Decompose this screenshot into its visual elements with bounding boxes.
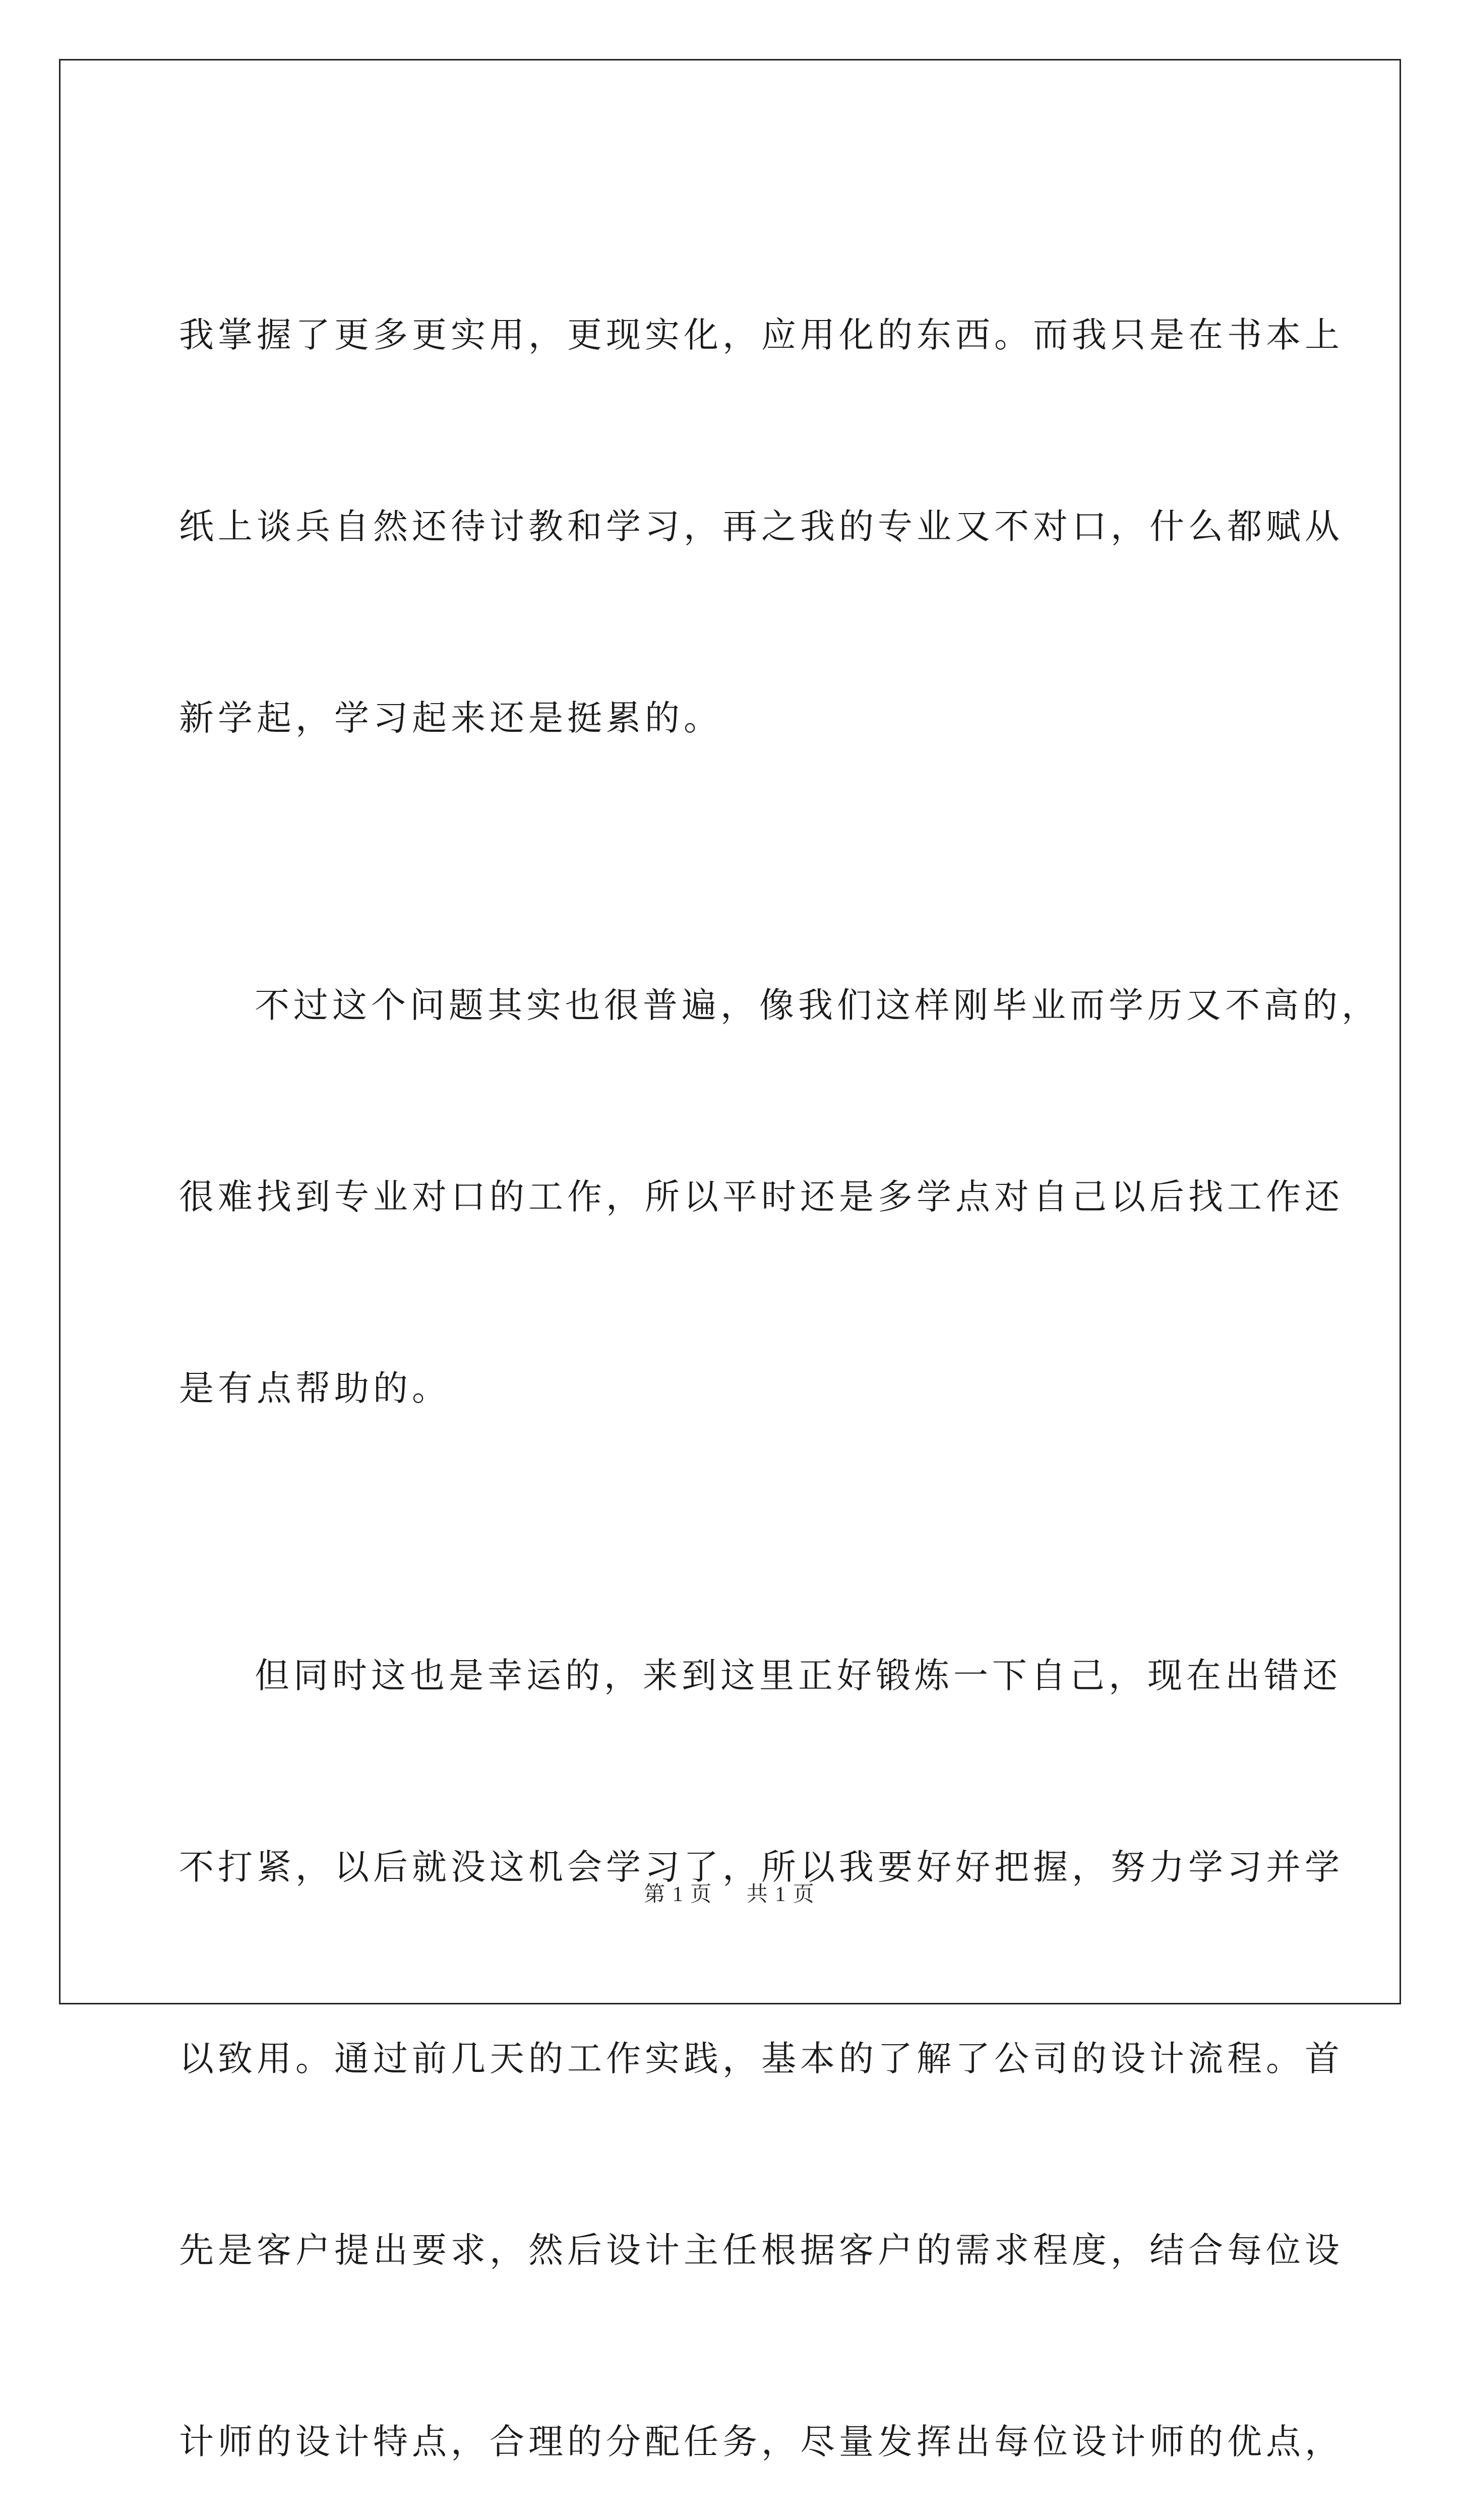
text-line: 不打紧，以后就没这机会学习了，所以我要好好把握，努力学习并学 — [179, 1847, 1344, 1887]
text-line: 很难找到专业对口的工作，所以平时还是多学点对自己以后找工作还 — [179, 1177, 1344, 1217]
page-footer — [0, 1877, 1459, 1908]
text-line: 新学起，学习起来还是挺累的。 — [179, 698, 722, 738]
text-line: 我掌握了更多更实用，更现实化，应用化的东西。而我只是在书本上 — [179, 315, 1344, 355]
text-line: 以致用。通过前几天的工作实践，基本的了解了公司的设计流程。首 — [179, 2039, 1344, 2079]
document-body — [179, 192, 1380, 2520]
text-line: 但同时这也是幸运的，来到这里正好锻炼一下自己，现在出错还 — [255, 1656, 1342, 1696]
paragraph-3 — [179, 1532, 1344, 2520]
text-line: 先是客户提出要求，然后设计主任根据客户的需求程度，结合每位设 — [179, 2230, 1344, 2271]
text-line: 不过这个问题其实也很普遍，像我们这样刚毕业而学历又不高的， — [255, 985, 1380, 1026]
page-number: 第 1 页 — [644, 1883, 713, 1906]
page-total: 共 1 页 — [746, 1883, 815, 1906]
paragraph-2 — [179, 862, 1380, 1532]
paragraph-1 — [179, 192, 1344, 862]
text-line: 纸上谈兵自然还待讨教和学习，再之我的专业又不对口，什么都赋从 — [179, 507, 1344, 547]
text-line: 是有点帮助的。 — [179, 1368, 451, 1409]
text-line: 计师的设计特点，合理的分配任务，尽量发挥出每位设计师的优点， — [179, 2422, 1344, 2462]
